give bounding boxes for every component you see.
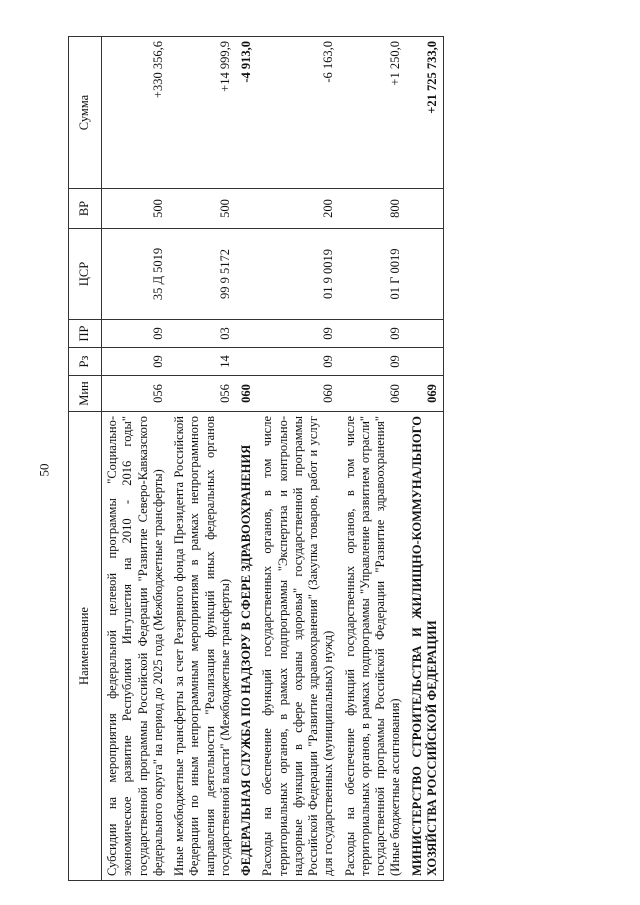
row-vr: 500 bbox=[169, 189, 236, 229]
row-name: Субсидии на мероприятия федеральной целевой программы "Социально-экономическое развитие Республики Ингушетия на 2010 - 2016 годы" государственной программы Российской Федерации "Развитие Северо-Кавказского федерального округа" на период до 2025 года (Межбюджетные трансферты) bbox=[102, 412, 170, 881]
row-sum: -6 163,0 bbox=[257, 37, 339, 189]
row-sum: +21 725 733,0 bbox=[407, 37, 444, 189]
row-min: 069 bbox=[407, 376, 444, 412]
table-row bbox=[257, 37, 339, 881]
row-min: 060 bbox=[236, 376, 257, 412]
page-number: 50 bbox=[36, 463, 52, 477]
row-sum: +1 250,0 bbox=[340, 37, 407, 189]
row-vr bbox=[236, 189, 257, 229]
header-name: Наименование bbox=[69, 412, 102, 881]
header-vr: ВР bbox=[69, 189, 102, 229]
row-min: 060 bbox=[340, 376, 407, 412]
row-pr bbox=[236, 320, 257, 348]
table-row bbox=[169, 37, 236, 881]
row-rz bbox=[236, 348, 257, 376]
row-vr bbox=[407, 189, 444, 229]
header-rz: Рз bbox=[69, 348, 102, 376]
row-pr: 03 bbox=[169, 320, 236, 348]
row-name: Расходы на обеспечение функций государственных органов, в том числе территориальных органов, в рамках подпрограммы "Управление развитием отрасли" государственной программы Российской Федерации "Развитие здравоохранения" (Иные бюджетные ассигнования) bbox=[340, 412, 407, 881]
row-sum: +14 999,9 bbox=[169, 37, 236, 189]
table-row bbox=[102, 37, 170, 881]
row-csr bbox=[236, 229, 257, 320]
table-header-row bbox=[69, 37, 102, 881]
row-sum: -4 913,0 bbox=[236, 37, 257, 189]
row-csr: 01 9 0019 bbox=[257, 229, 339, 320]
row-rz: 14 bbox=[169, 348, 236, 376]
table-row bbox=[407, 37, 444, 881]
row-pr: 09 bbox=[340, 320, 407, 348]
header-sum: Сумма bbox=[69, 37, 102, 189]
row-pr: 09 bbox=[257, 320, 339, 348]
row-sum: +330 356,6 bbox=[102, 37, 170, 189]
row-rz: 09 bbox=[257, 348, 339, 376]
row-name: Иные межбюджетные трансферты за счет Резервного фонда Президента Российской Федерации по иным непрограммным мероприятиям в рамках непрограммного направления деятельности "Реализация функций иных федеральных органов государственной власти" (Межбюджетные трансферты) bbox=[169, 412, 236, 881]
row-name: Расходы на обеспечение функций государственных органов, в том числе территориальных органов, в рамках подпрограммы "Экспертиза и контрольно-надзорные функции в сфере охраны здоровья" государственной программы Российской Федерации "Развитие здравоохранения" (Закупка товаров, работ и услуг для государственных (муниципальных) нужд) bbox=[257, 412, 339, 881]
row-vr: 500 bbox=[102, 189, 170, 229]
row-csr bbox=[407, 229, 444, 320]
row-vr: 200 bbox=[257, 189, 339, 229]
budget-table bbox=[68, 36, 444, 881]
row-csr: 99 9 5172 bbox=[169, 229, 236, 320]
header-csr: ЦСР bbox=[69, 229, 102, 320]
table-row bbox=[340, 37, 407, 881]
row-name: ФЕДЕРАЛЬНАЯ СЛУЖБА ПО НАДЗОРУ В СФЕРЕ ЗДРАВООХРАНЕНИЯ bbox=[236, 412, 257, 881]
row-rz: 09 bbox=[340, 348, 407, 376]
table-row bbox=[236, 37, 257, 881]
row-name: МИНИСТЕРСТВО СТРОИТЕЛЬСТВА И ЖИЛИЩНО-КОММУНАЛЬНОГО ХОЗЯЙСТВА РОССИЙСКОЙ ФЕДЕРАЦИИ bbox=[407, 412, 444, 881]
row-min: 060 bbox=[257, 376, 339, 412]
row-min: 056 bbox=[102, 376, 170, 412]
row-csr: 01 Г 0019 bbox=[340, 229, 407, 320]
row-rz bbox=[407, 348, 444, 376]
row-pr: 09 bbox=[102, 320, 170, 348]
header-pr: ПР bbox=[69, 320, 102, 348]
row-vr: 800 bbox=[340, 189, 407, 229]
row-rz: 09 bbox=[102, 348, 170, 376]
row-pr bbox=[407, 320, 444, 348]
budget-sheet bbox=[68, 37, 598, 881]
header-min: Мин bbox=[69, 376, 102, 412]
row-min: 056 bbox=[169, 376, 236, 412]
row-csr: 35 Д 5019 bbox=[102, 229, 170, 320]
